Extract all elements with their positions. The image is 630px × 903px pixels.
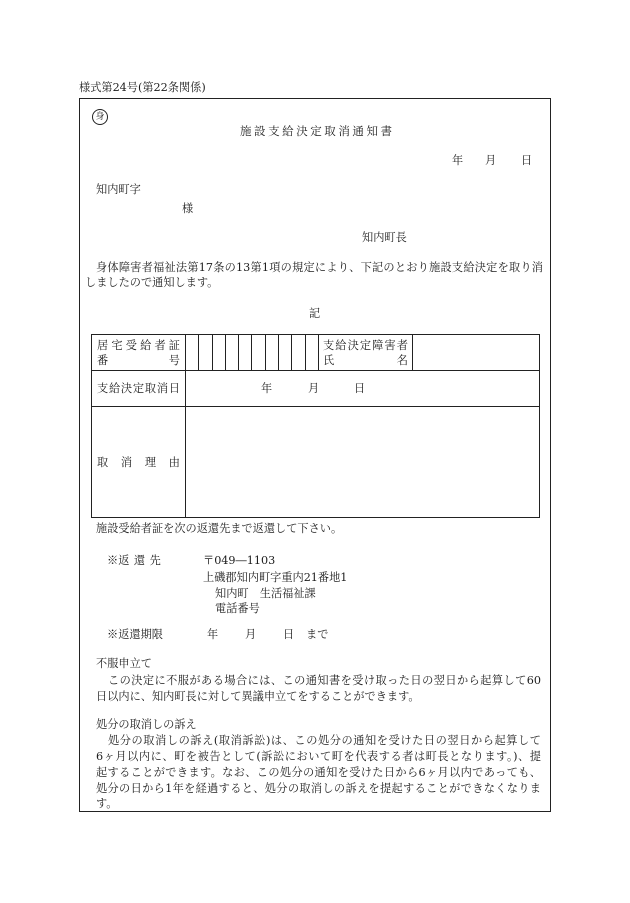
table-row (92, 335, 540, 371)
cancellation-date-year: 年 (261, 382, 273, 395)
cancellation-date-value-cell (186, 371, 540, 407)
certificate-number-digit-cell (186, 335, 199, 371)
cancellation-reason-value-cell (186, 407, 540, 518)
certificate-number-digit-cell (225, 335, 238, 371)
cancellation-reason-label-cell (92, 407, 186, 518)
return-department: 知内町 生活福祉課 (215, 587, 316, 600)
certificate-number-digit-cell (239, 335, 252, 371)
certificate-number-label: 居宅受給者証 (97, 338, 180, 352)
record-mark: 記 (309, 307, 321, 320)
objection-line: この決定に不服がある場合には、この通知書を受け取った日の翌日から起算して60 (108, 674, 541, 687)
certificate-number-label-cell (92, 335, 186, 371)
certificate-number-digit-cell (305, 335, 318, 371)
objection-line: 日以内に、知内町長に対して異議申立てをすることができます。 (96, 690, 420, 703)
lawsuit-line: 起することができます。なお、この処分の通知を受けた日から6ヶ月以内であっても、 (96, 766, 541, 779)
certificate-number-digit-cell (265, 335, 278, 371)
return-destination-label: ※返 還 先 (107, 554, 161, 567)
return-phone-label: 電話番号 (215, 602, 260, 615)
recipient-name-label-cell (318, 335, 412, 371)
return-postal-code: 〒049―1103 (203, 554, 276, 567)
issue-date-day: 日 (521, 154, 533, 167)
table-row (92, 407, 540, 518)
issue-date-year: 年 (452, 154, 464, 167)
cancellation-date-label-cell (92, 371, 186, 407)
certificate-number-digit-cell (252, 335, 265, 371)
cancellation-date (186, 381, 539, 396)
document-title: 施設支給決定取消通知書 (240, 124, 392, 138)
return-deadline-label: ※返還期限 (107, 628, 163, 641)
certificate-number-label: 番 号 (97, 353, 180, 367)
lawsuit-heading: 処分の取消しの訴え (96, 718, 197, 731)
recipient-address: 知内町字 (96, 183, 141, 196)
certificate-number-digit-cell (212, 335, 225, 371)
body-line: 身体障害者福祉法第17条の13第1項の規定により、下記のとおり施設支給決定を取り消 (96, 261, 543, 274)
objection-heading: 不服申立て (96, 657, 152, 670)
lawsuit-line: 6ヶ月以内に、町を被告として(訴訟において町を代表する者は町長となります。)、提 (96, 750, 541, 763)
return-deadline-suffix: まで (306, 628, 329, 641)
cancellation-date-month: 月 (308, 382, 320, 395)
recipient-name-value-cell (412, 335, 539, 371)
cancellation-table (91, 334, 540, 518)
return-instruction: 施設受給者証を次の返還先まで返還して下さい。 (96, 522, 343, 535)
return-deadline-day: 日 (283, 628, 295, 641)
form-number: 様式第24号(第22条関係) (79, 81, 206, 94)
issue-date-month: 月 (485, 154, 497, 167)
body-line: しましたので通知します。 (85, 276, 219, 289)
cancellation-reason-label: 取 消 理 由 (97, 455, 180, 469)
cancellation-date-label: 支給決定取消日 (97, 382, 180, 395)
recipient-name-label: 氏 名 (322, 353, 408, 367)
table-row (92, 371, 540, 407)
recipient-honorific: 様 (182, 202, 194, 215)
certificate-number-digit-cell (199, 335, 212, 371)
lawsuit-line: 処分の取消しの訴え(取消訴訟)は、この処分の通知を受けた日の翌日から起算して (108, 734, 541, 747)
return-deadline-month: 月 (245, 628, 257, 641)
recipient-name-label: 支給決定障害者 (322, 338, 408, 352)
lawsuit-line: 処分の日から1年を経過すると、処分の取消しの訴えを提起することができなくなりま (96, 782, 541, 795)
circled-mark: 身 (92, 109, 108, 125)
certificate-number-digit-cell (279, 335, 292, 371)
issuer: 知内町長 (362, 231, 407, 244)
cancellation-date-day: 日 (354, 382, 366, 395)
return-deadline-year: 年 (207, 628, 219, 641)
return-address: 上磯郡知内町字重内21番地1 (203, 571, 348, 584)
certificate-number-digit-cell (292, 335, 305, 371)
lawsuit-line: す。 (96, 797, 118, 810)
